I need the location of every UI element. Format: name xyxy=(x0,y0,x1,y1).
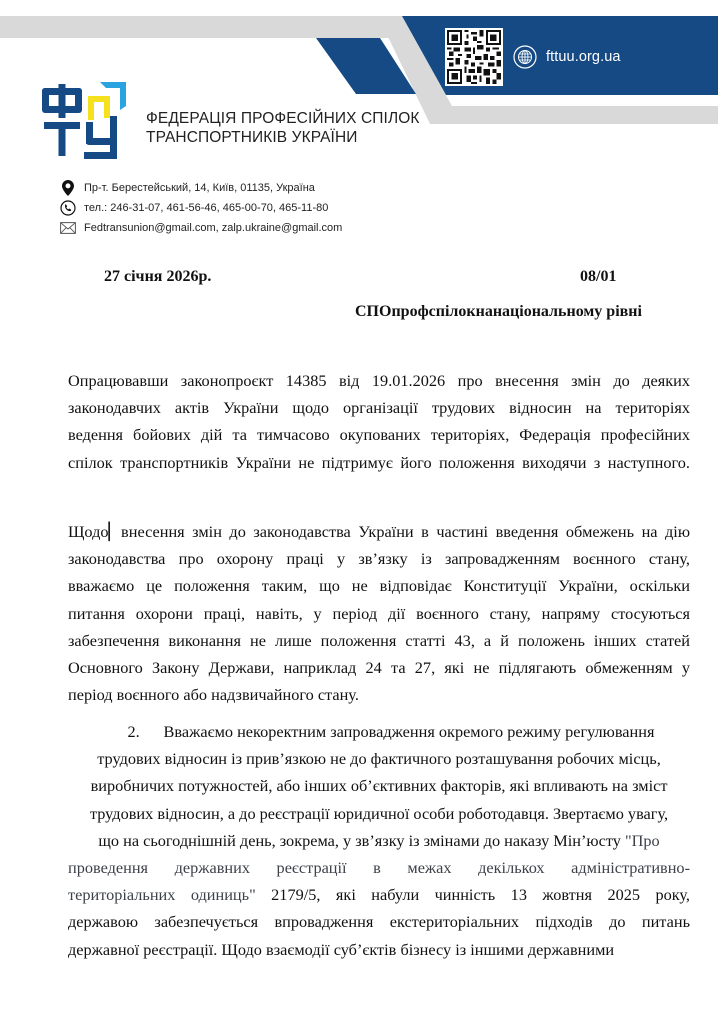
email-text: Fedtransunion@gmail.com, zalp.ukraine@gmail.com xyxy=(84,222,343,234)
gray-band-top xyxy=(0,16,402,38)
paragraph-item-2 xyxy=(68,718,690,963)
text-line: законодавства про охорону праці у зв’язку із запровадженням воєнного стану, xyxy=(68,549,690,569)
phone-text: тел.: 246-31-07, 461-56-46, 465-00-70, 465-11-80 xyxy=(84,202,329,214)
contact-phone xyxy=(60,198,342,218)
text-line: трудових відносин із прив’язкою не до фактичного розташування робочих місць, xyxy=(97,749,661,769)
qr-code-icon xyxy=(447,30,501,84)
logo-yellow-stem xyxy=(88,102,94,120)
decree-title-quote: проведення державних реєстрації в межах декількох адміністративно- xyxy=(68,858,690,878)
text-line: Щодо▏внесення змін до законодавства України в частині введення обмежень на дію xyxy=(68,522,690,541)
text-line: вважаємо це положення таким, що не відповідає Конституції України, оскільки xyxy=(68,576,690,596)
website-url: fttuu.org.ua xyxy=(546,49,621,65)
contact-address xyxy=(60,178,342,198)
org-name-line-1: ФЕДЕРАЦІЯ ПРОФЕСІЙНИХ СПІЛОК xyxy=(146,110,420,127)
organization-name xyxy=(146,109,420,147)
map-pin-icon xyxy=(60,180,76,196)
text-fragment: що на сьогоднішній день, зокрема, у зв’язку із змінами до наказу Мін’юсту xyxy=(98,830,625,850)
decree-title-quote: "Про xyxy=(624,830,660,850)
address-text: Пр-т. Берестейський, 14, Київ, 01135, Україна xyxy=(84,182,315,194)
text-line: питання охорони праці, навіть, у період дії воєнного стану, напряму стосуються xyxy=(68,603,690,623)
decree-title-quote: територіальних одиниць" xyxy=(68,885,256,905)
paragraph-labor-protection xyxy=(68,518,690,708)
text-line: період воєнного або надзвичайного стану. xyxy=(68,685,359,705)
text-line: забезпечення виконання не лише положення статті 43, а й положень інших статей xyxy=(68,630,690,650)
text-line: Опрацювавши законопроєкт 14385 від 19.01.2026 про внесення змін до деяких xyxy=(68,371,690,390)
text-line: ведення бойових дій та тимчасово окупованих територіях, Федерація професійних xyxy=(68,425,690,445)
letter-date: 27 січня 2026р. xyxy=(104,268,212,285)
contact-block xyxy=(60,178,342,238)
logo-letter-f xyxy=(42,84,82,118)
item-first-line xyxy=(68,718,690,745)
contact-email xyxy=(60,218,342,238)
text-line: державою забезпечується впровадження екстериторіальних підходів до питань xyxy=(68,912,690,932)
qr-code[interactable] xyxy=(445,28,503,86)
text-line xyxy=(68,827,690,854)
item-number: 2. xyxy=(127,722,140,741)
text-line: Основного Закону Держави, наприклад 24 та 27, які не підлягають обмеженням у xyxy=(68,658,690,678)
letter-number: 08/01 xyxy=(580,268,617,285)
letter-addressee: СПОпрофспілокнанаціональному рівні xyxy=(355,303,642,320)
text-line: трудових відносин, а до реєстрації юридичної особи роботодавця. Звертаємо увагу, xyxy=(89,803,669,823)
logo-letter-u xyxy=(84,116,117,159)
text-fragment: 2179/5, які набули чинність 13 жовтня 2025 року, xyxy=(255,885,690,905)
logo-letter-t xyxy=(44,122,80,156)
paragraph-intro xyxy=(68,367,690,476)
phone-icon xyxy=(60,200,76,216)
item-first-line-text: Вважаємо некоректним запровадження окремого режиму регулювання xyxy=(163,722,655,741)
ftu-logo xyxy=(40,76,140,160)
text-line: виробничих потужностей, або інших об’єктивних факторів, які впливають на зміст xyxy=(90,776,668,796)
org-name-line-2: ТРАНСПОРТНИКІВ УКРАЇНИ xyxy=(146,129,358,146)
text-line: спілок транспортників України не підтримує його положення виходячи з наступного. xyxy=(68,452,690,472)
text-line xyxy=(68,881,690,908)
text-line: законодавчих актів України щодо організації трудових відносин на територіях xyxy=(68,398,690,418)
envelope-icon xyxy=(60,220,76,236)
text-line: державної реєстрації. Щодо взаємодії суб’єктів бізнесу із іншими державними xyxy=(68,939,615,959)
globe-icon xyxy=(513,45,537,69)
website-link[interactable] xyxy=(513,44,621,70)
